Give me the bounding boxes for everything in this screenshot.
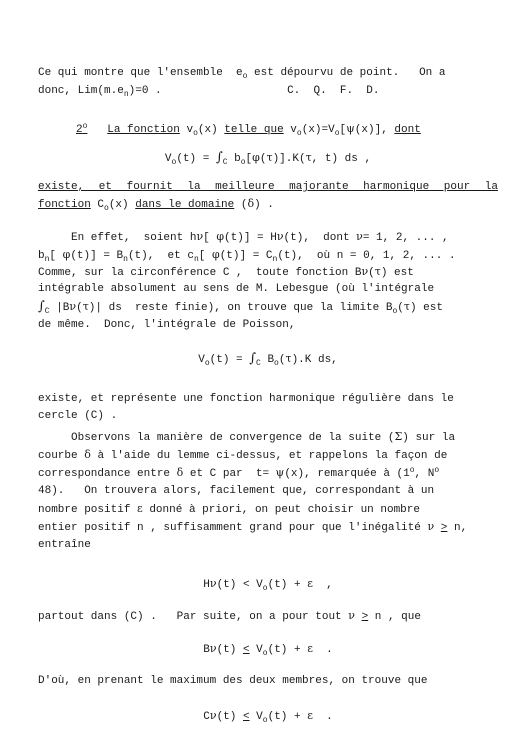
text-line: nombre positif ε donné à priori, on peut choisir un nombre [38, 502, 420, 516]
equation-4: $B\nu(t) < V_o(t) + \varepsilon$ . [203, 642, 333, 658]
text-line: existe, et représente une fonction harmonique régulière dans le [38, 393, 454, 405]
text-line: $b_n$[ $\varphi(t)] = B_n(t)$, et $c_n$[ $\varphi(t)] = C_n(t)$, où n = 0, 1, 2, ... . [38, 248, 456, 264]
text-line: partout dans (C) . Par suite, on a pour tout ν > n , que [38, 609, 421, 623]
text-line: donc, $Lim(m.e_n)=0$ . C. Q. F. D. [38, 85, 380, 99]
text-line: D'où, en prenant le maximum des deux membres, on trouve que [38, 675, 428, 687]
text-line: existe, et fournit la meilleure majorante harmonique pour la [38, 181, 498, 193]
text-line: 48). On trouvera alors, facilement que, correspondant à un [38, 485, 435, 497]
text-line: de même. Donc, l'intégrale de Poisson, [38, 319, 296, 331]
equation-1: $V_o(t) = \int_C$ $b_o[\varphi(\tau)].K(\tau$, t) ds , [164, 150, 372, 167]
text-line: Observons la manière de convergence de la suite (Σ) sur la [38, 430, 456, 444]
equation-2: $V_o(t) = \int_C$ $B_o(\tau).K$ ds, [198, 351, 338, 368]
text-line: entraîne [38, 539, 91, 551]
text-line: courbe δ à l'aide du lemme ci-dessus, et rappelons la façon de [38, 448, 448, 462]
text-line: intégrable absolument au sens de M. Lebesgue (où l'intégrale [38, 283, 435, 295]
section-heading: 2$^o$ La fonction $v_o(x)$ telle que $v_o(x)=V_o[\psi(x)]$, dont [76, 122, 421, 138]
equation-5: $C\nu(t) < V_o(t) + \varepsilon$ . [203, 709, 333, 725]
text-line: fonction $C_o(x)$ dans le domaine (δ) . [38, 197, 274, 213]
text-line: cercle (C) . [38, 410, 118, 422]
text-line: correspondance entre δ et C par t= ψ(x), remarquée à (1$^o$, $N^o$ [38, 466, 440, 480]
text-line: Comme, sur la circonférence C , toute fonction Bν(τ) est [38, 265, 414, 279]
text-line: Ce qui montre que l'ensemble $e_o$ est dépourvu de point. On a [38, 67, 446, 81]
text-line: En effet, soient hν[ φ(t)] = Hν(t), dont ν= 1, 2, ... , [38, 230, 449, 244]
text-line: $\int_C$ |Bν(τ)| ds reste finie), on trouve que la limite $B_o(\tau)$ est [38, 299, 443, 316]
text-line: entier positif n , suffisamment grand pour que l'inégalité ν > n, [38, 520, 468, 534]
equation-3: $H\nu(t) < V_o(t) + \varepsilon$ , [203, 577, 333, 593]
